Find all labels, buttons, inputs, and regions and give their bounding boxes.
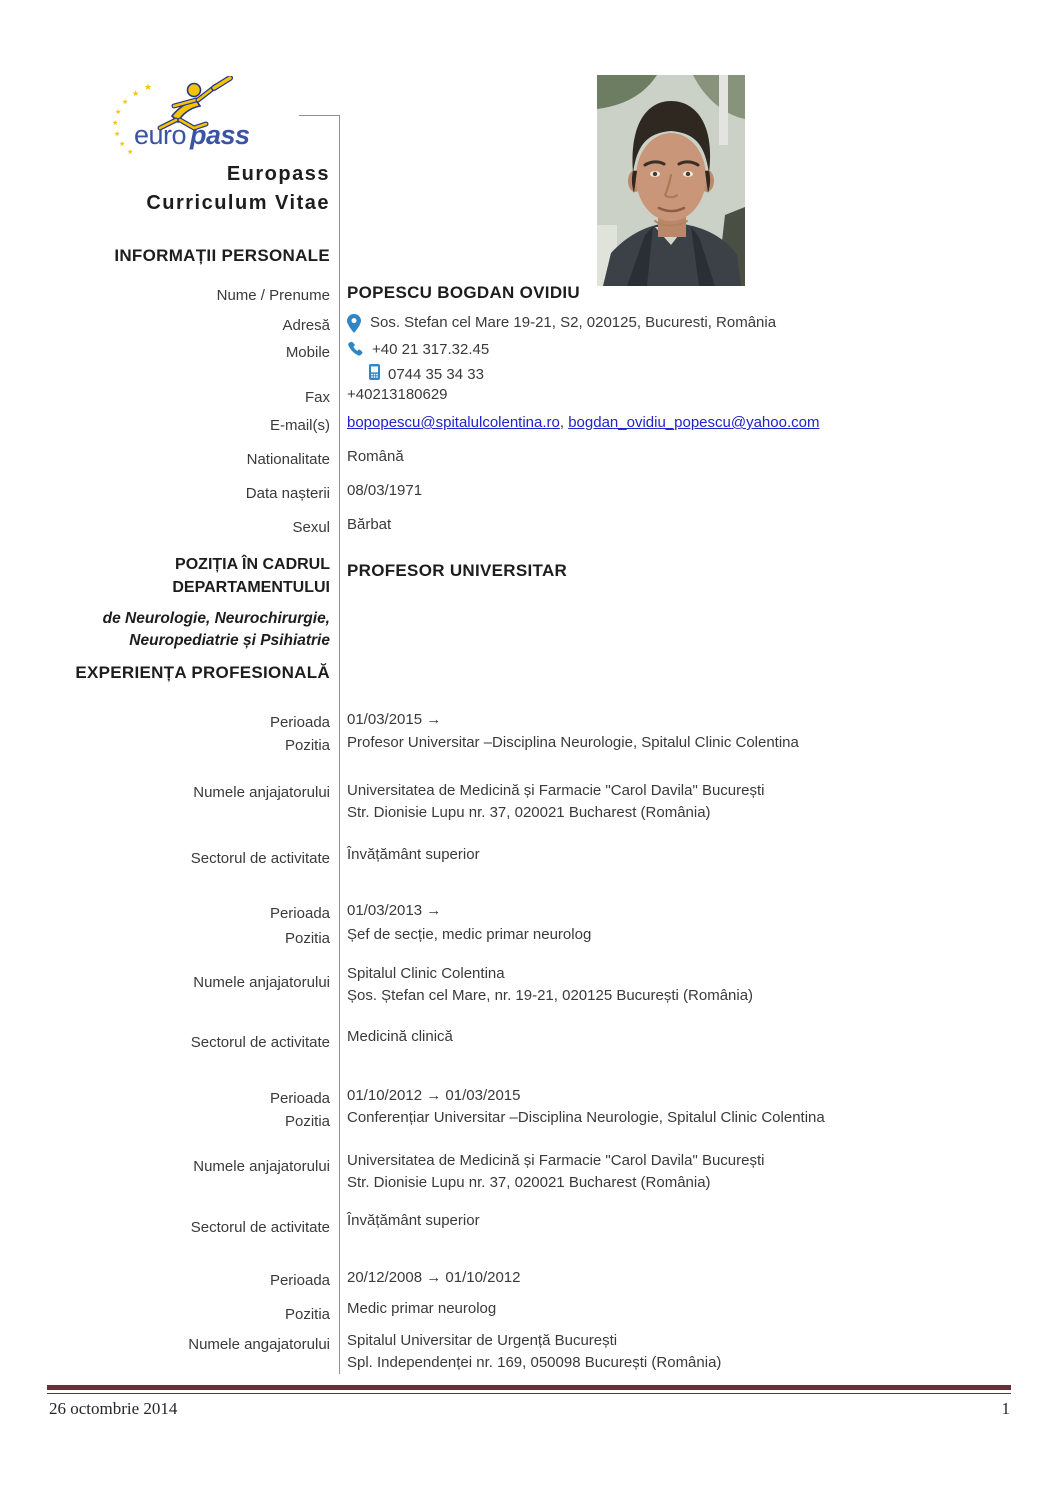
employer-value: Spitalul Clinic Colentina Șos. Ștefan cel Mare, nr. 19-21, 020125 București (România) [347,965,754,1004]
svg-text:★: ★ [115,108,122,116]
address-value: Sos. Stefan cel Mare 19-21, S2, 020125, Bucuresti, România [370,314,777,331]
divider-top-segment [299,115,340,116]
nationality-label: Nationalitate [246,451,330,468]
position-label: Pozitia [284,1113,330,1130]
mobile-label: Mobile [285,344,330,361]
email-separator: , [559,414,569,431]
mobile-value: 0744 35 34 33 [388,365,484,383]
period-value: 20/12/2008 → 01/10/2012 [347,1269,521,1286]
position-value: Profesor Universitar –Disciplina Neurologie, Spitalul Clinic Colentina [347,734,799,751]
logo-text-pass: pass [190,120,250,150]
svg-text:★: ★ [144,83,153,93]
footer-date: 26 octombrie 2014 [49,1399,178,1418]
position-value: PROFESOR UNIVERSITAR [347,561,568,580]
employer-label: Numele anjajatorului [193,1158,330,1175]
employer-label: Numele angajatorului [188,1336,330,1353]
position-value: Șef de secție, medic primar neurolog [347,926,592,943]
period-value: 01/03/2015 → [347,711,442,728]
sector-label: Sectorul de activitate [190,1034,330,1051]
footer-rule-thin [47,1393,1011,1394]
sector-label: Sectorul de activitate [190,1219,330,1236]
svg-text:★: ★ [119,140,126,148]
sector-value: Medicină clinică [347,1028,453,1045]
page-title-line1: Europass [226,163,330,185]
employer-value: Universitatea de Medicină și Farmacie "Carol Davila" București Str. Dionisie Lupu nr. 37, 020021 Bucharest (România) [347,1152,765,1191]
period-label: Perioada [269,905,330,922]
position-label: Pozitia [284,930,330,947]
address-label: Adresă [282,317,330,334]
sector-value: Învățământ superior [347,1212,480,1229]
name-label: Nume / Prenume [216,287,330,304]
sex-label: Sexul [292,519,330,536]
sector-value: Învățământ superior [347,846,480,863]
sex-value: Bărbat [347,516,392,533]
location-pin-icon [347,314,361,337]
phone-value: +40 21 317.32.45 [372,341,490,358]
logo-text-euro: euro [134,120,187,150]
fax-value: +40213180629 [347,386,448,403]
column-divider [339,115,340,1374]
email-link-1[interactable]: bopopescu@spitalulcolentina.ro [347,414,560,431]
profile-photo [597,75,745,286]
position-value: Medic primar neurolog [347,1300,497,1317]
employer-value: Spitalul Universitar de Urgență București Spl. Independenței nr. 169, 050098 București (România) [347,1332,722,1371]
section-heading-personal: INFORMAȚII PERSONALE [114,246,330,265]
department-note: de Neurologie, Neurochirurgie, Neuropediatrie și Psihiatrie [102,610,330,649]
section-heading-experience: EXPERIENȚA PROFESIONALĂ [75,663,330,682]
period-label: Perioada [269,1090,330,1107]
europass-logo-graphic [110,76,270,158]
mobile-phone-icon [369,364,380,384]
footer-page-number: 1 [1001,1399,1010,1418]
phone-icon [347,341,363,361]
period-value: 01/03/2013 → [347,902,442,919]
employer-label: Numele anjajatorului [193,974,330,991]
birthdate-value: 08/03/1971 [347,482,423,499]
period-label: Perioada [269,1272,330,1289]
employer-label: Numele anjajatorului [193,784,330,801]
email-value [347,414,1027,431]
nationality-value: Română [347,448,404,465]
page-title [0,160,330,218]
period-value: 01/10/2012 → 01/03/2015 [347,1087,521,1104]
fax-label: Fax [304,389,330,406]
sector-label: Sectorul de activitate [190,850,330,867]
footer-rule-thick [47,1385,1011,1390]
position-label: Pozitia [284,1306,330,1323]
period-label: Perioada [269,714,330,731]
name-value: POPESCU BOGDAN OVIDIU [347,283,580,302]
page-title-line2: Curriculum Vitae [146,192,330,214]
email-label: E-mail(s) [270,417,330,434]
europass-logo [110,76,270,158]
svg-text:★: ★ [112,119,119,127]
svg-text:★: ★ [114,130,121,138]
employer-value: Universitatea de Medicină și Farmacie "Carol Davila" București Str. Dionisie Lupu nr. 37, 020021 Bucharest (România) [347,782,765,821]
position-label: Pozitia [284,737,330,754]
svg-text:★: ★ [132,89,140,98]
position-section-label: POZIȚIA ÎN CADRUL DEPARTAMENTULUI [172,556,330,596]
svg-text:★: ★ [127,148,134,156]
email-link-2[interactable]: bogdan_ovidiu_popescu@yahoo.com [568,414,820,431]
birthdate-label: Data nașterii [245,485,330,502]
position-value: Conferențiar Universitar –Disciplina Neurologie, Spitalul Clinic Colentina [347,1109,825,1126]
svg-text:★: ★ [122,98,129,106]
